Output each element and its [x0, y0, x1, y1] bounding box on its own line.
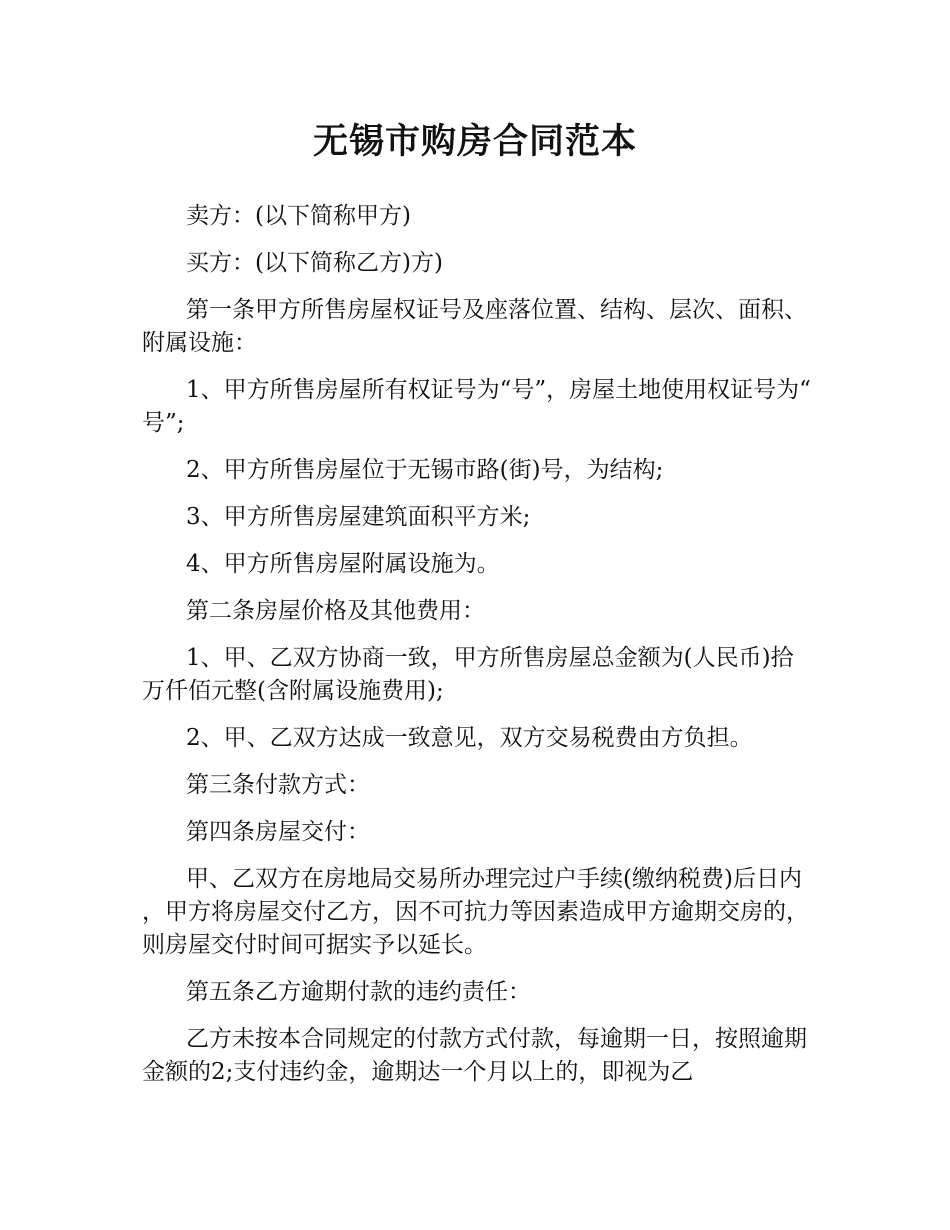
paragraph-article-2-item-1: 1、甲、乙双方协商一致，甲方所售房屋总金额为(人民币)拾万仟佰元整(含附属设施费用); — [142, 645, 794, 704]
paragraph-article-2-item-2: 2、甲、乙双方达成一致意见，双方交易税费由方负担。 — [186, 725, 753, 751]
paragraph-article-1-item-4: 4、甲方所售房屋附属设施为。 — [186, 551, 500, 577]
paragraph-article-4: 第四条房屋交付： — [186, 819, 370, 845]
paragraph-article-1-item-3: 3、甲方所售房屋建筑面积平方米; — [186, 504, 531, 530]
document-body — [142, 200, 814, 1103]
paragraph-article-4-body: 甲、乙双方在房地局交易所办理完过户手续(缴纳税费)后日内，甲方将房屋交付乙方，因不可抗力等因素造成甲方逾期交房的，则房屋交付时间可据实予以延长。 — [142, 866, 809, 958]
paragraph-article-1-item-1: 1、甲方所售房屋所有权证号为“号”，房屋土地使用权证号为“号”; — [142, 377, 811, 436]
paragraph-article-3: 第三条付款方式： — [186, 772, 370, 798]
paragraph-article-1-item-2: 2、甲方所售房屋位于无锡市路(街)号，为结构; — [186, 457, 664, 483]
paragraph-article-5: 第五条乙方逾期付款的违约责任： — [186, 979, 531, 1005]
paragraph-article-5-body: 乙方未按本合同规定的付款方式付款，每逾期一日，按照逾期金额的2;支付违约金，逾期达一个月以上的，即视为乙 — [142, 1026, 807, 1085]
paragraph-article-2: 第二条房屋价格及其他费用： — [186, 598, 485, 624]
paragraph-seller: 卖方：(以下简称甲方) — [186, 203, 411, 229]
document-title: 无锡市购房合同范本 — [312, 122, 637, 162]
paragraph-buyer: 买方：(以下简称乙方)方) — [186, 250, 443, 276]
paragraph-article-1: 第一条甲方所售房屋权证号及座落位置、结构、层次、面积、附属设施： — [142, 297, 807, 356]
